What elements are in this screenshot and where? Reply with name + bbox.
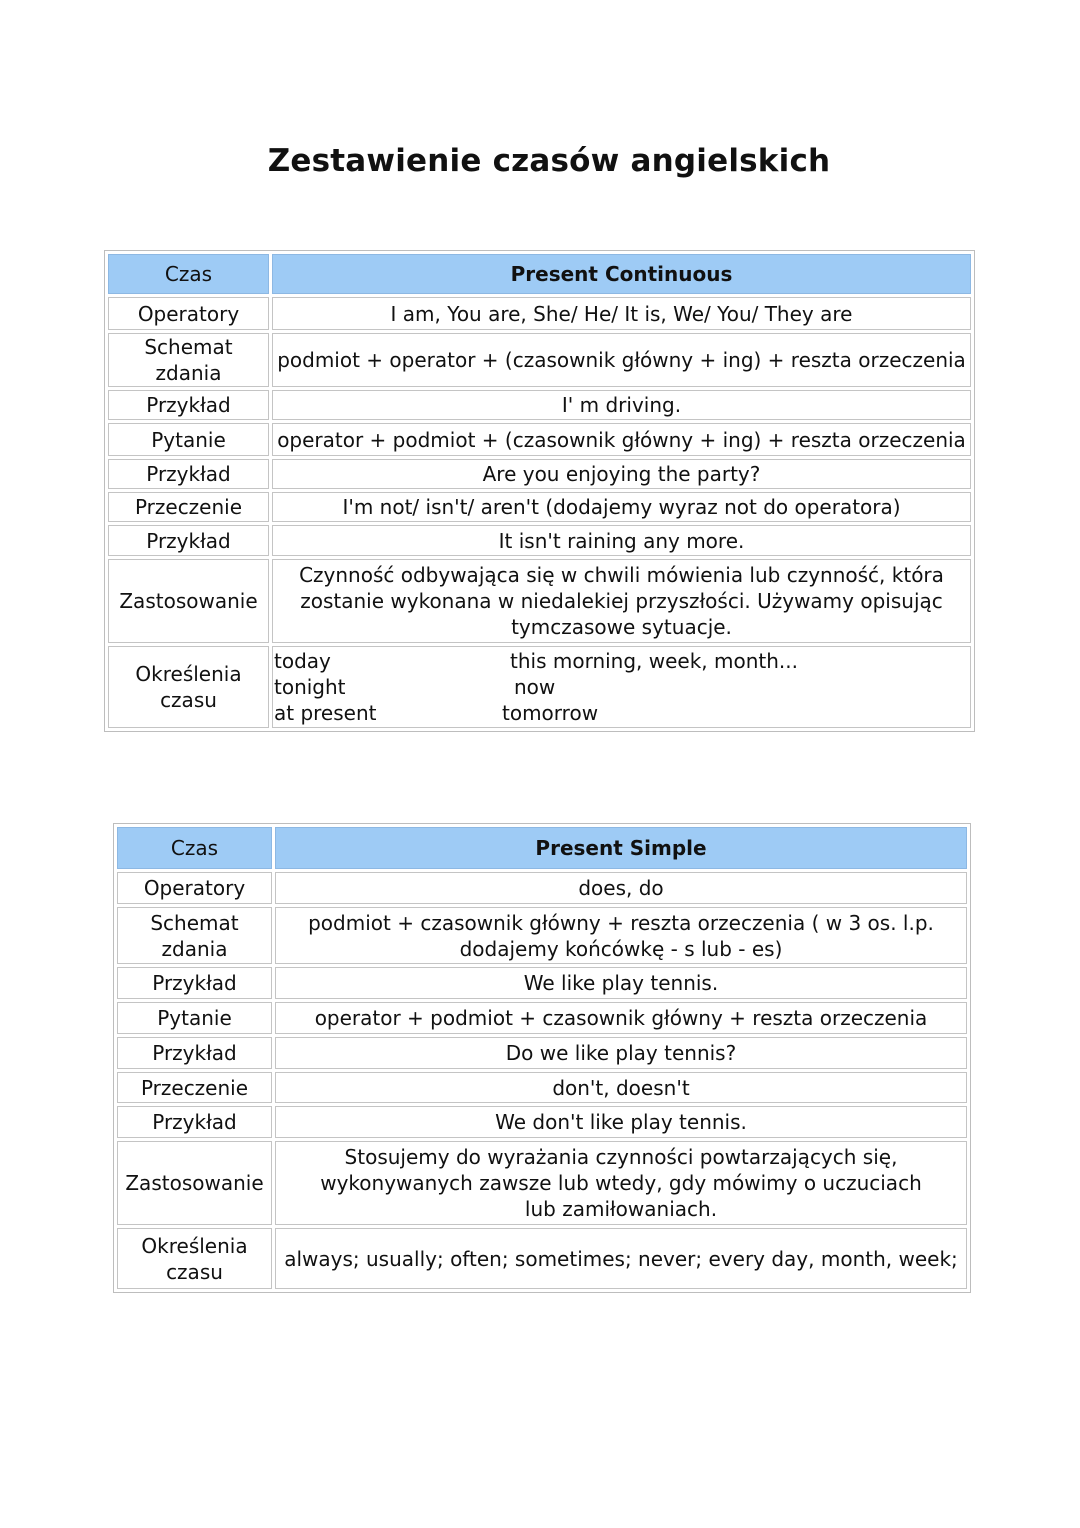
row-label: Przeczenie bbox=[117, 1072, 272, 1103]
time-expression: tonight bbox=[274, 675, 346, 699]
row-value: podmiot + operator + (czasownik główny + ing) + reszta orzeczenia bbox=[272, 333, 971, 387]
table-row bbox=[108, 459, 971, 489]
present-simple-table bbox=[113, 823, 971, 1293]
table-row bbox=[117, 1072, 967, 1103]
time-expressions bbox=[272, 646, 971, 728]
row-value: I' m driving. bbox=[272, 390, 971, 420]
row-value: I am, You are, She/ He/ It is, We/ You/ They are bbox=[272, 297, 971, 330]
table-row bbox=[108, 492, 971, 522]
table-row bbox=[117, 872, 967, 904]
row-value: operator + podmiot + czasownik główny + reszta orzeczenia bbox=[275, 1002, 967, 1034]
row-label: Schemat zdania bbox=[117, 907, 272, 964]
table-header-row bbox=[108, 254, 971, 294]
tense-name: Present Simple bbox=[275, 827, 967, 869]
table-row bbox=[117, 1141, 967, 1225]
row-label: Operatory bbox=[108, 297, 269, 330]
row-label: Zastosowanie bbox=[117, 1141, 272, 1225]
row-label: Przykład bbox=[117, 967, 272, 999]
row-value: does, do bbox=[275, 872, 967, 904]
table-row bbox=[117, 1037, 967, 1069]
table-row bbox=[108, 333, 971, 387]
row-value: Czynność odbywająca się w chwili mówienia lub czynność, która zostanie wykonana w niedalekiej przyszłości. Używamy opisując tymczasowe sytuacje. bbox=[272, 559, 971, 643]
table-row bbox=[117, 1002, 967, 1034]
table-row bbox=[117, 967, 967, 999]
table-row bbox=[117, 1106, 967, 1138]
row-value: We don't like play tennis. bbox=[275, 1106, 967, 1138]
row-label: Operatory bbox=[117, 872, 272, 904]
row-value: We like play tennis. bbox=[275, 967, 967, 999]
row-label: Określenia czasu bbox=[108, 646, 269, 728]
row-label: Przeczenie bbox=[108, 492, 269, 522]
table-row bbox=[108, 525, 971, 556]
row-label: Zastosowanie bbox=[108, 559, 269, 643]
table-header-row bbox=[117, 827, 967, 869]
tense-name: Present Continuous bbox=[272, 254, 971, 294]
row-label: Przykład bbox=[108, 459, 269, 489]
row-label: Określenia czasu bbox=[117, 1228, 272, 1289]
row-value: Stosujemy do wyrażania czynności powtarzających się, wykonywanych zawsze lub wtedy, gdy mówimy o uczuciach lub zamiłowaniach. bbox=[275, 1141, 967, 1225]
table-row bbox=[108, 423, 971, 456]
row-label: Pytanie bbox=[117, 1002, 272, 1034]
table-row bbox=[108, 559, 971, 643]
row-label: Pytanie bbox=[108, 423, 269, 456]
header-label: Czas bbox=[108, 254, 269, 294]
row-label: Przykład bbox=[108, 390, 269, 420]
time-expression: at present bbox=[274, 701, 377, 725]
time-expression: now bbox=[514, 675, 556, 699]
table-row bbox=[117, 907, 967, 964]
row-value: Do we like play tennis? bbox=[275, 1037, 967, 1069]
row-value: It isn't raining any more. bbox=[272, 525, 971, 556]
row-value: operator + podmiot + (czasownik główny + ing) + reszta orzeczenia bbox=[272, 423, 971, 456]
table-row bbox=[108, 646, 971, 728]
row-value: don't, doesn't bbox=[275, 1072, 967, 1103]
table-row bbox=[108, 390, 971, 420]
page-title: Zestawienie czasów angielskich bbox=[267, 143, 831, 179]
row-value: Are you enjoying the party? bbox=[272, 459, 971, 489]
row-value: podmiot + czasownik główny + reszta orzeczenia ( w 3 os. l.p. dodajemy końcówkę - s lub - es) bbox=[275, 907, 967, 964]
table-row bbox=[117, 1228, 967, 1289]
present-continuous-table bbox=[104, 250, 975, 732]
time-expression: this morning, week, month... bbox=[510, 649, 799, 673]
row-value: I'm not/ isn't/ aren't (dodajemy wyraz not do operatora) bbox=[272, 492, 971, 522]
row-label: Przykład bbox=[117, 1106, 272, 1138]
row-value: always; usually; often; sometimes; never; every day, month, week; bbox=[275, 1228, 967, 1289]
time-expression: tomorrow bbox=[502, 701, 599, 725]
header-label: Czas bbox=[117, 827, 272, 869]
table-row bbox=[108, 297, 971, 330]
row-label: Przykład bbox=[117, 1037, 272, 1069]
row-label: Przykład bbox=[108, 525, 269, 556]
time-expression: today bbox=[274, 649, 331, 673]
row-label: Schemat zdania bbox=[108, 333, 269, 387]
